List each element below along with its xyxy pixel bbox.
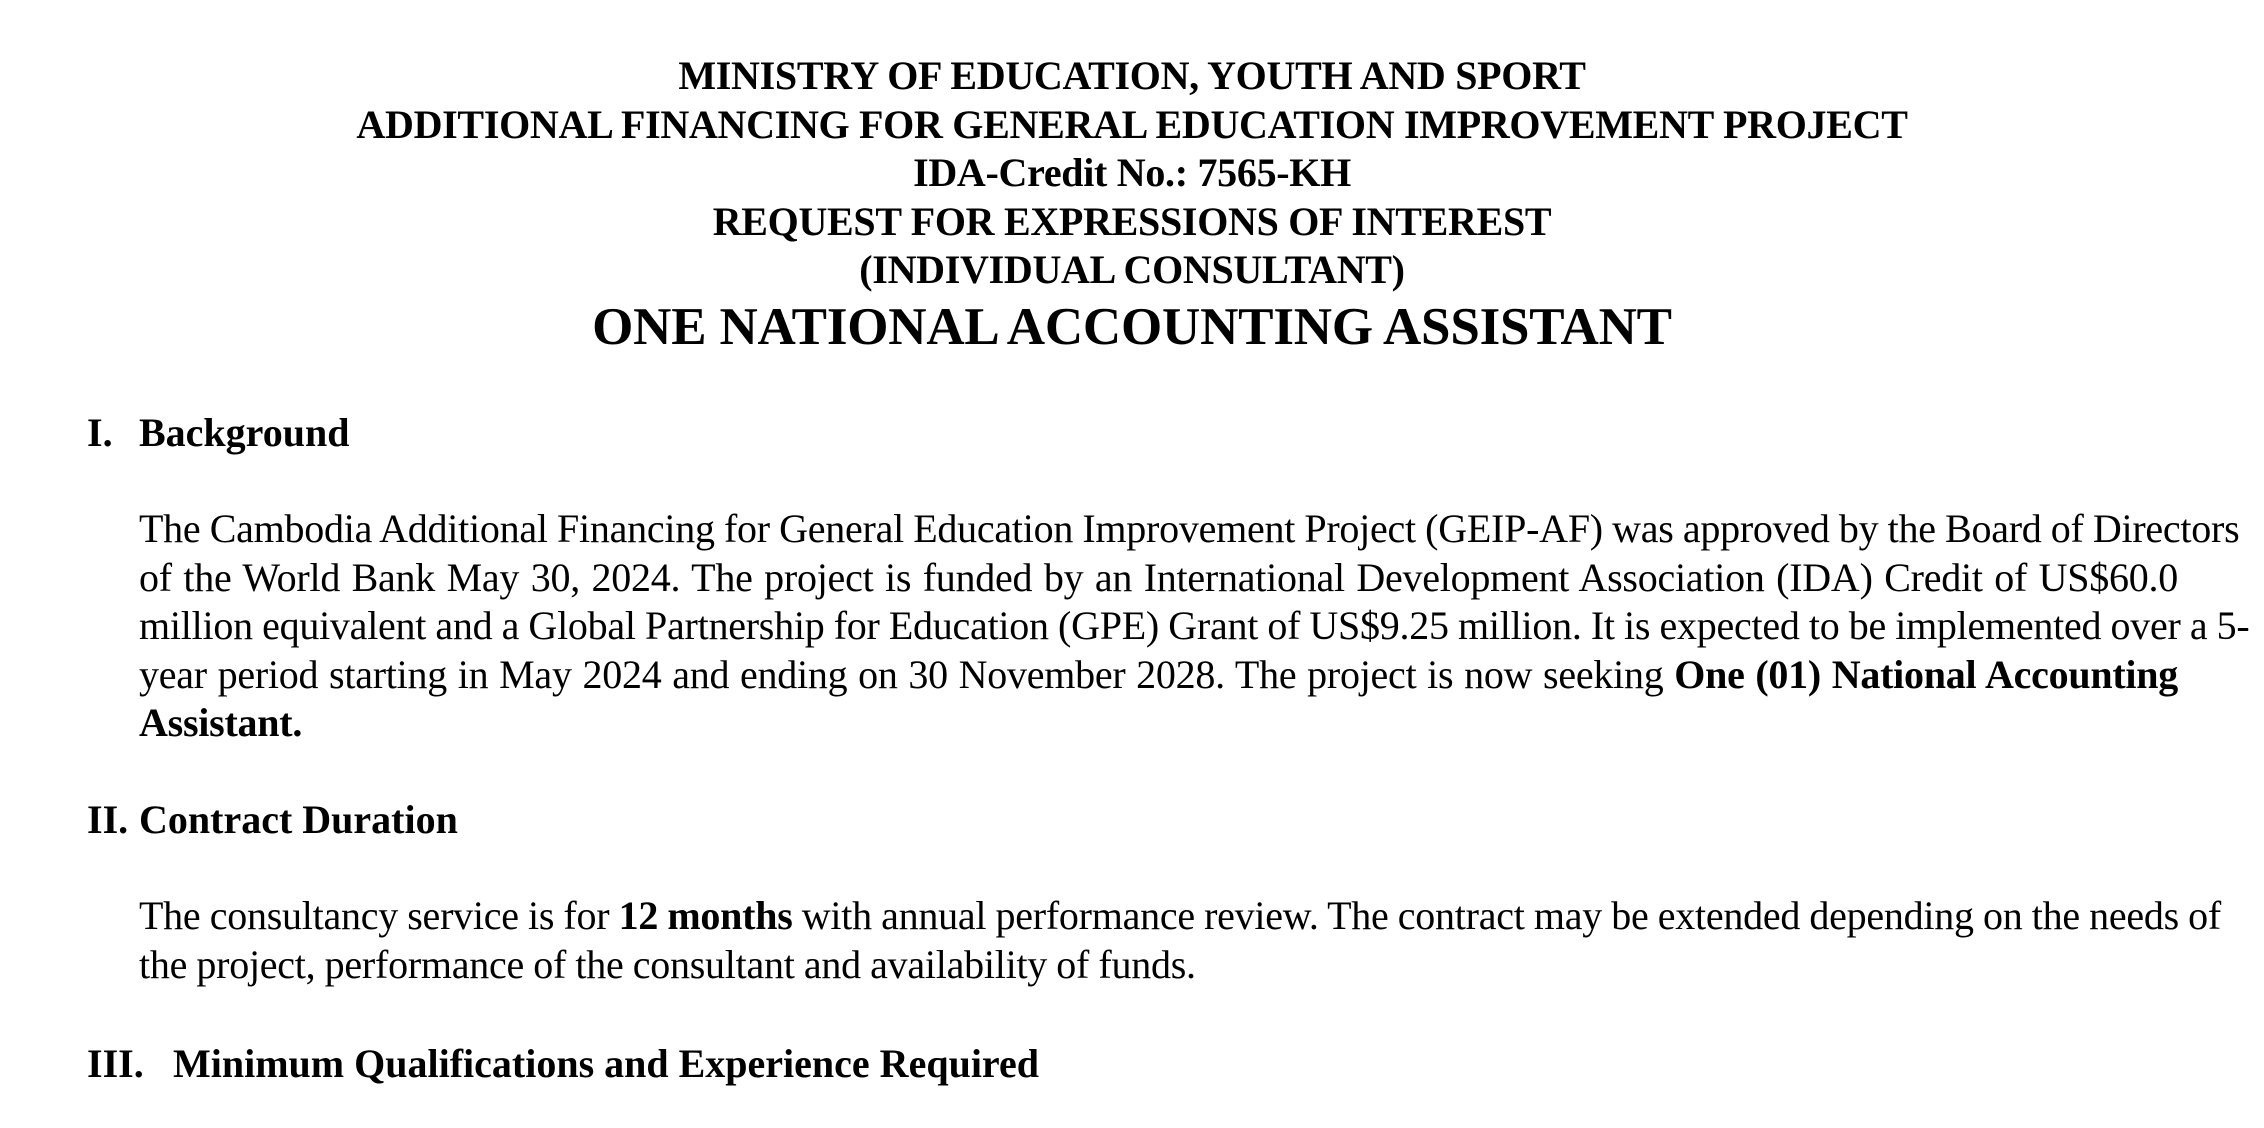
document-header <box>0 52 2264 359</box>
project-name: ADDITIONAL FINANCING FOR GENERAL EDUCATION IMPROVEMENT PROJECT <box>356 101 1908 147</box>
contract-duration-paragraph <box>139 892 2221 989</box>
paragraph-line: million equivalent and a Global Partnership for Education (GPE) Grant of US$9.25 million. It is expected to be implemented over a 5- <box>139 603 2250 649</box>
consultant-type: (INDIVIDUAL CONSULTANT) <box>859 247 1405 292</box>
section-heading-qualifications <box>87 1040 1039 1088</box>
document-title: ONE NATIONAL ACCOUNTING ASSISTANT <box>592 297 1672 356</box>
section-title: Background <box>139 410 350 455</box>
section-heading-background <box>87 409 349 457</box>
background-paragraph <box>139 505 2250 748</box>
credit-number: IDA-Credit No.: 7565-KH <box>913 150 1351 195</box>
position-title-emphasis-end: Assistant. <box>139 700 303 746</box>
ministry-name: MINISTRY OF EDUCATION, YOUTH AND SPORT <box>678 53 1586 98</box>
paragraph-line <box>139 699 2178 748</box>
paragraph-text: with annual performance review. The contract may be extended depending on the needs of <box>801 893 2221 938</box>
duration-emphasis: 12 months <box>618 893 793 938</box>
paragraph-line <box>139 892 2221 941</box>
paragraph-line: of the World Bank May 30, 2024. The project is funded by an International Development Association (IDA) Credit of US$60.0 <box>139 554 2178 600</box>
paragraph-line <box>139 651 2178 700</box>
section-title: Contract Duration <box>139 797 458 842</box>
paragraph-line: the project, performance of the consultant and availability of funds. <box>139 941 1196 987</box>
paragraph-text: year period starting in May 2024 and ending on 30 November 2028. The project is now seeking <box>139 651 1664 697</box>
paragraph-text: The consultancy service is for <box>139 893 610 938</box>
request-type: REQUEST FOR EXPRESSIONS OF INTEREST <box>712 198 1552 244</box>
section-number: III. <box>87 1041 144 1086</box>
section-number: I. <box>87 410 113 455</box>
paragraph-line: The Cambodia Additional Financing for General Education Improvement Project (GEIP-AF) was approved by the Board of Directors <box>139 506 2240 551</box>
section-number: II. <box>87 797 129 842</box>
section-title: Minimum Qualifications and Experience Required <box>173 1041 1039 1086</box>
section-heading-contract-duration <box>87 796 458 844</box>
position-title-emphasis: One (01) National Accounting <box>1674 651 2179 697</box>
